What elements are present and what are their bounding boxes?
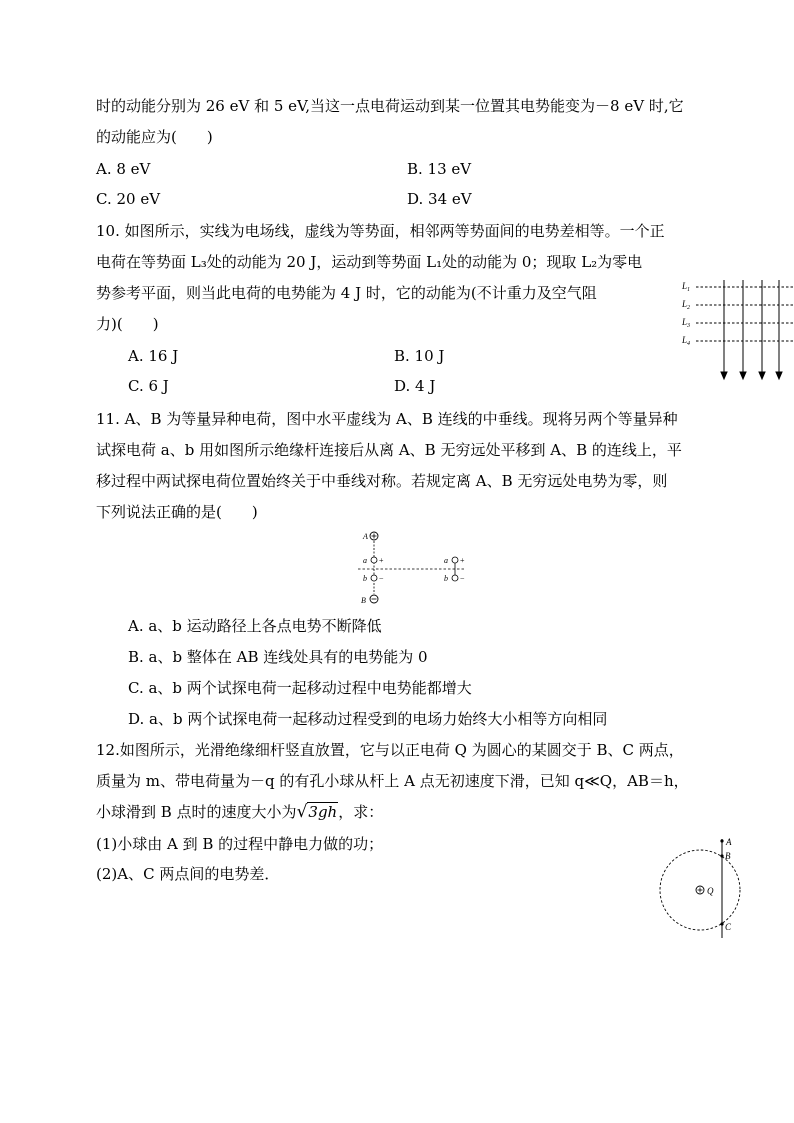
q12-text-line3: 小球滑到 B 点时的速度大小为√3gh，求： [96, 802, 384, 822]
q9-option-c: C. 20 eV [96, 190, 161, 208]
q12-text-line1: 12.如图所示，光滑绝缘细杆竖直放置，它与以正电荷 Q 为圆心的某圆交于 B、C 两点， [96, 741, 684, 759]
q10-text-line1: 10. 如图所示，实线为电场线，虚线为等势面，相邻两等势面间的电势差相等。一个正 [96, 222, 665, 240]
q10-field-lines-figure [680, 280, 794, 390]
label-charge-Q: Q [707, 886, 714, 896]
q11-option-a: A. a、b 运动路径上各点电势不断降低 [128, 617, 382, 635]
sqrt-radical-sign: √ [296, 802, 308, 822]
q11-charges-figure [358, 528, 468, 608]
label-l3: $L_3$ [682, 317, 691, 329]
q10-option-c: C. 6 J [128, 377, 169, 395]
label-charge-A: A [363, 532, 368, 541]
q11-option-c: C. a、b 两个试探电荷一起移动过程中电势能都增大 [128, 679, 472, 697]
label-test-a-right: a [444, 556, 448, 565]
label-test-a-left: a [363, 556, 367, 565]
q10-option-a: A. 16 J [128, 347, 179, 365]
q11-text-line3: 移过程中两试探电荷位置始终关于中垂线对称。若规定离 A、B 无穷远处电势为零，则 [96, 472, 668, 490]
q9-text-line1: 时的动能分别为 26 eV 和 5 eV,当这一点电荷运动到某一位置其电势能变为－8 eV 时,它 [96, 97, 684, 115]
q12-rod-circle-figure [655, 835, 755, 945]
q9-option-b: B. 13 eV [407, 160, 472, 178]
sign-minus-right: − [460, 574, 465, 583]
q12-text-line2: 质量为 m、带电荷量为－q 的有孔小球从杆上 A 点无初速度下滑，已知 q≪Q，AB＝h， [96, 772, 689, 790]
q10-text-line3: 势参考平面，则当此电荷的电势能为 4 J 时，它的动能为(不计重力及空气阻 [96, 284, 597, 302]
label-point-B: B [725, 851, 731, 861]
sign-minus-left: − [379, 574, 384, 583]
q9-option-d: D. 34 eV [407, 190, 472, 208]
q11-text-line4: 下列说法正确的是( ) [96, 503, 258, 521]
q9-text-line2: 的动能应为( ) [96, 128, 213, 146]
q10-text-line4: 力)( ) [96, 315, 159, 333]
q12-subquestion-2: (2)A、C 两点间的电势差． [96, 865, 280, 883]
q11-text-line2: 试探电荷 a、b 用如图所示绝缘杆连接后从离 A、B 无穷远处平移到 A、B 的连线上，平 [96, 441, 682, 459]
q10-text-line2: 电荷在等势面 L₃处的动能为 20 J，运动到等势面 L₁处的动能为 0；现取 L₂为零电 [96, 253, 643, 271]
q11-text-line1: 11. A、B 为等量异种电荷，图中水平虚线为 A、B 连线的中垂线。现将另两个等量异种 [96, 410, 678, 428]
q9-option-a: A. 8 eV [96, 160, 151, 178]
label-point-A: A [726, 837, 732, 847]
q10-option-b: B. 10 J [394, 347, 445, 365]
label-l1: $L_1$ [682, 281, 691, 293]
label-l2: $L_2$ [682, 299, 691, 311]
label-l4: $L_4$ [682, 335, 691, 347]
label-test-b-left: b [363, 574, 367, 583]
q11-option-d: D. a、b 两个试探电荷一起移动过程受到的电场力始终大小相等方向相同 [128, 710, 608, 728]
label-test-b-right: b [444, 574, 448, 583]
sign-plus-right: + [460, 556, 465, 565]
label-charge-B: B [361, 596, 366, 605]
sign-plus-left: + [379, 556, 384, 565]
q12-subquestion-1: (1)小球由 A 到 B 的过程中静电力做的功； [96, 835, 384, 853]
sqrt-radicand: 3gh [308, 803, 338, 821]
label-point-C: C [725, 922, 732, 932]
q11-option-b: B. a、b 整体在 AB 连线处具有的电势能为 0 [128, 648, 428, 666]
q10-option-d: D. 4 J [394, 377, 436, 395]
